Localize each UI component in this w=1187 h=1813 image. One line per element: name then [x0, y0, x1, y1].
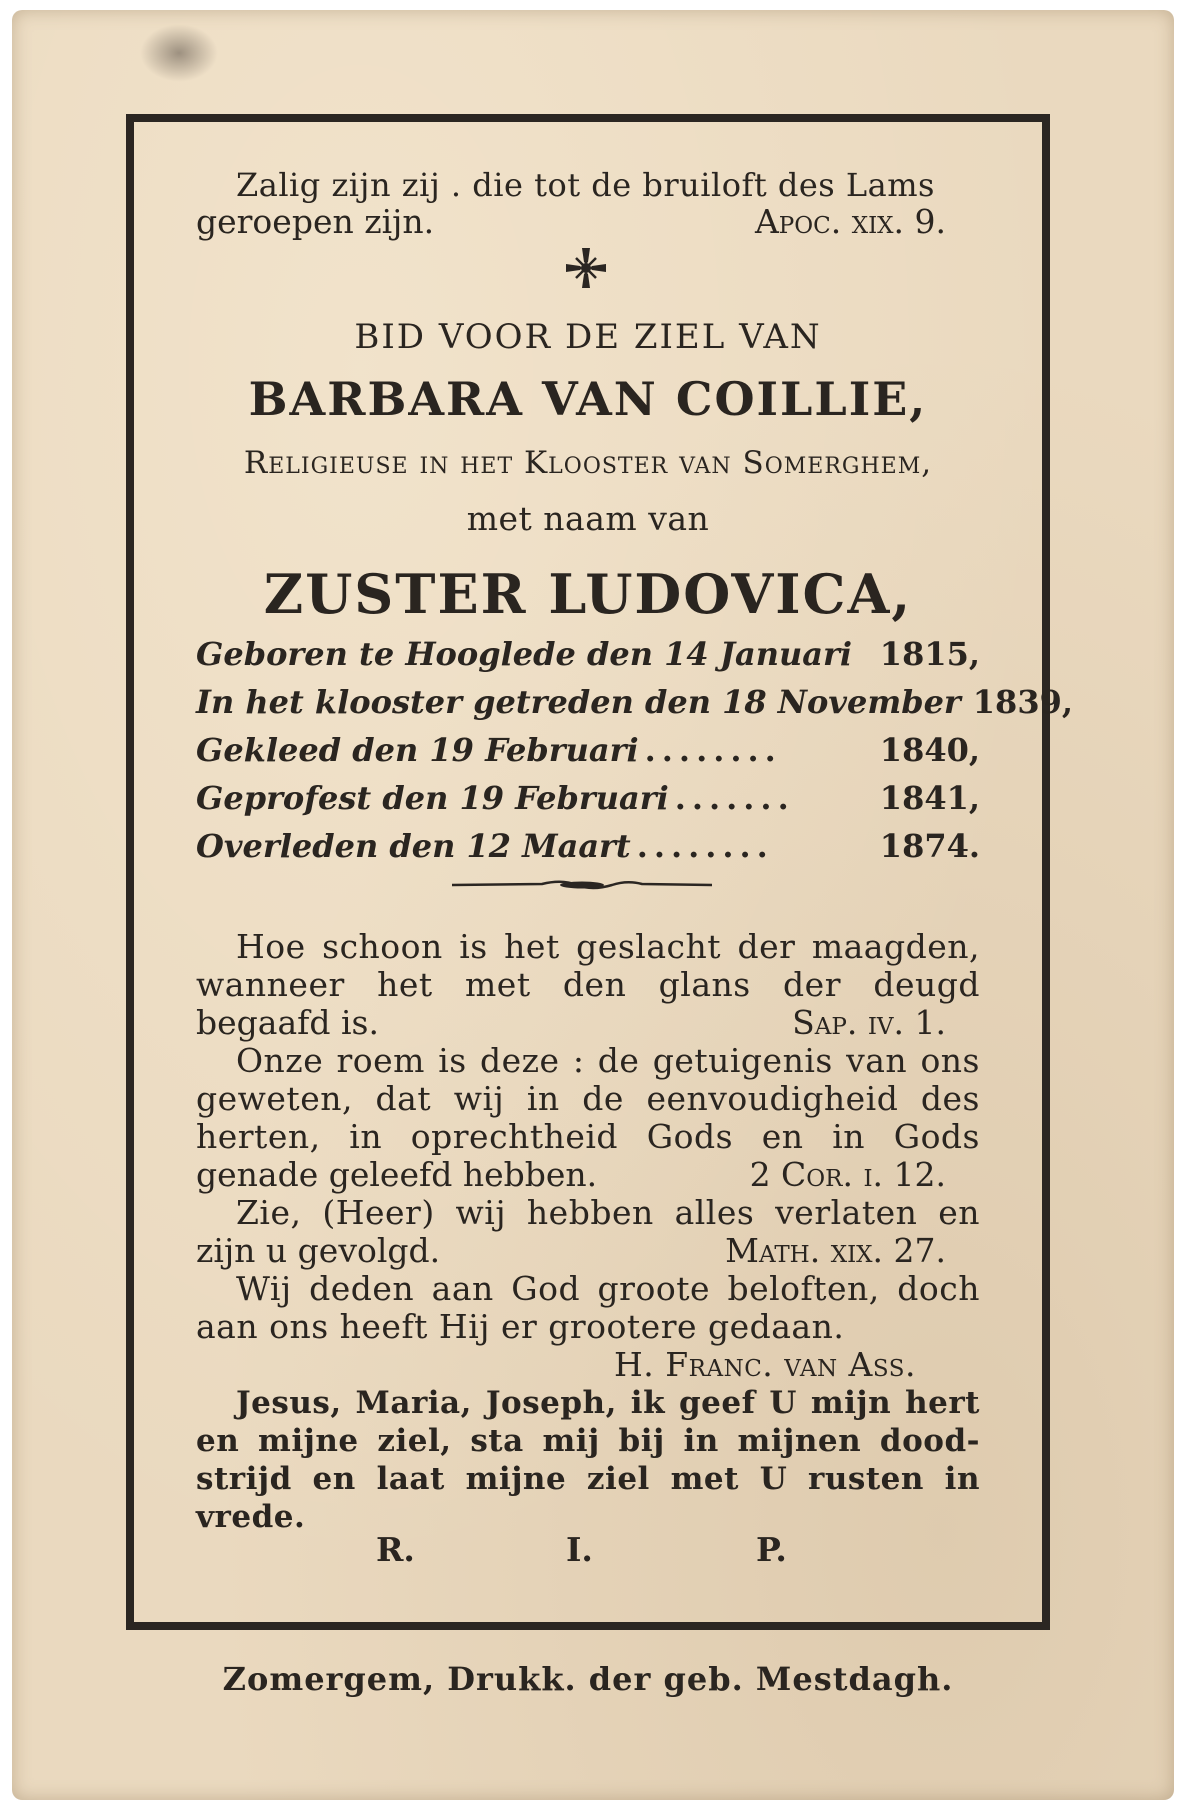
- verse-5-line-2: en mijne ziel, sta mij bij in mijnen dood-: [196, 1423, 980, 1459]
- religious-name: ZUSTER LUDOVICA,: [263, 562, 913, 626]
- alias-line: met naam van: [466, 499, 710, 538]
- life-event-label: Geprofest den 19 Februari: [196, 779, 669, 817]
- life-event-dots: ........: [636, 827, 774, 865]
- life-event-died: [196, 826, 980, 866]
- verse-2-line-1: Onze roem is deze : de getuigenis van ons: [236, 1041, 980, 1080]
- epigraph-text: geroepen zijn.: [196, 202, 435, 241]
- role-line: Religieuse in het Klooster van Somerghem,: [243, 445, 933, 481]
- epigraph-reference: Apoc. xix. 9.: [754, 202, 946, 241]
- verse-2-line-4: [196, 1156, 980, 1194]
- pray-line: BID VOOR DE ZIEL VAN: [354, 317, 822, 357]
- verse-5-line-1: Jesus, Maria, Joseph, ik geef U mijn hert: [236, 1385, 980, 1421]
- verse-3-line-2: [196, 1232, 980, 1270]
- life-event-label: Geboren te Hooglede den 14 Januari: [196, 635, 852, 673]
- epigraph-line-2: [196, 203, 980, 241]
- printer-line: Zomergem, Drukk. der geb. Mestdagh.: [222, 1660, 954, 1698]
- life-event-label: Gekleed den 19 Februari: [196, 731, 639, 769]
- verse-4-line-2: aan ons heeft Hij er grootere gedaan.: [196, 1307, 845, 1346]
- life-event-year: 1840,: [879, 731, 980, 769]
- verse-1-line-3: [196, 1004, 980, 1042]
- verse-3-line-1: Zie, (Heer) wij hebben alles verlaten en: [236, 1193, 980, 1232]
- epigraph-line-1: Zalig zijn zij . die tot de bruiloft des Lams: [236, 166, 935, 204]
- stain-mark: [140, 24, 218, 82]
- life-event-year: 1874.: [879, 827, 980, 865]
- verse-reference: 2 Cor. i. 12.: [749, 1155, 946, 1194]
- verse-2-line-3: herten, in oprechtheid Gods en in Gods: [196, 1117, 980, 1156]
- life-event-birth: [196, 634, 980, 674]
- verse-text: genade geleefd hebben.: [196, 1155, 598, 1194]
- verse-1-line-1: Hoe schoon is het geslacht der maagden,: [236, 927, 980, 966]
- cross-pattee-icon: [562, 244, 610, 292]
- life-event-year: 1839,: [972, 683, 1073, 721]
- verse-reference: Math. xix. 27.: [725, 1231, 946, 1270]
- ornamental-divider: [452, 878, 712, 892]
- rip-p: P.: [756, 1530, 787, 1569]
- verse-1-line-2: wanneer het met den glans der deugd: [196, 965, 980, 1004]
- verse-text: begaafd is.: [196, 1003, 379, 1042]
- verse-4-line-1: Wij deden aan God groote beloften, doch: [236, 1269, 980, 1308]
- verse-reference: Sap. iv. 1.: [792, 1003, 946, 1042]
- verse-5-line-3: strijd en laat mijne ziel met U rusten in: [196, 1461, 980, 1497]
- life-event-professed: [196, 778, 980, 818]
- verse-2-line-2: geweten, dat wij in de eenvoudigheid des: [196, 1079, 980, 1118]
- verse-text: zijn u gevolgd.: [196, 1231, 441, 1270]
- deceased-name: BARBARA VAN COILLIE,: [248, 372, 928, 426]
- verse-4-attribution: H. Franc. van Ass.: [614, 1345, 916, 1384]
- life-event-clothed: [196, 730, 980, 770]
- life-event-year: 1841,: [879, 779, 980, 817]
- life-event-dots: ........: [644, 731, 782, 769]
- life-event-entered: [196, 682, 1073, 722]
- life-event-year: 1815,: [879, 635, 980, 673]
- life-event-label: In het klooster getreden den 18 November: [196, 683, 961, 721]
- life-event-label: Overleden den 12 Maart: [196, 827, 631, 865]
- verse-5-line-4: vrede.: [196, 1499, 306, 1535]
- rip-r: R.: [376, 1530, 415, 1569]
- life-event-dots: .......: [674, 779, 795, 817]
- rip-i: I.: [566, 1530, 593, 1569]
